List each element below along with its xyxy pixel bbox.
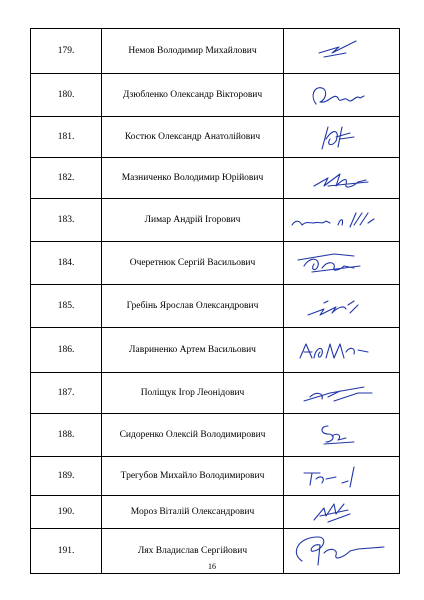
table-row [31,242,400,285]
signature-cell [284,496,400,529]
table-row [31,328,400,373]
person-name: Трегубов Михайло Володимирович [102,457,284,496]
signature-icon [284,29,399,73]
signature-cell [284,414,400,457]
row-number: 183. [31,199,102,242]
page-number: 16 [208,562,216,571]
row-number: 185. [31,285,102,328]
signature-cell [284,285,400,328]
signature-icon [284,158,399,198]
row-number: 187. [31,373,102,414]
person-name: Поліщук Ігор Леонідович [102,373,284,414]
signature-icon [284,199,399,241]
person-name: Лях Владислав Сергійович [102,529,284,574]
person-name: Мороз Віталій Олександрович [102,496,284,529]
row-number: 180. [31,74,102,117]
person-name: Мазниченко Володимир Юрійович [102,158,284,199]
signature-cell [284,242,400,285]
table-row [31,496,400,529]
table-row [31,74,400,117]
signature-table [30,28,400,574]
signature-cell [284,74,400,117]
row-number: 189. [31,457,102,496]
signature-icon [284,457,399,495]
signature-icon [284,373,399,413]
row-number: 184. [31,242,102,285]
signature-cell [284,158,400,199]
signature-icon [284,328,399,372]
signature-cell [284,199,400,242]
table-row [31,158,400,199]
signature-icon [284,74,399,116]
table-row [31,414,400,457]
row-number: 191. [31,529,102,574]
table-row [31,373,400,414]
signature-cell [284,117,400,158]
person-name: Лимар Андрій Ігорович [102,199,284,242]
row-number: 186. [31,328,102,373]
person-name: Лавриненко Артем Васильович [102,328,284,373]
table-row [31,117,400,158]
table-row [31,29,400,74]
person-name: Немов Володимир Михайлович [102,29,284,74]
row-number: 188. [31,414,102,457]
signature-cell [284,457,400,496]
person-name: Сидоренко Олексій Володимирович [102,414,284,457]
person-name: Очеретнюк Сергій Васильович [102,242,284,285]
row-number: 190. [31,496,102,529]
signature-cell [284,29,400,74]
table-row [31,285,400,328]
row-number: 179. [31,29,102,74]
signature-icon [284,242,399,284]
signature-cell [284,328,400,373]
row-number: 181. [31,117,102,158]
person-name: Гребінь Ярослав Олександрович [102,285,284,328]
signature-icon [284,117,399,157]
table-row [31,457,400,496]
signature-icon [284,496,399,528]
signature-cell [284,373,400,414]
row-number: 182. [31,158,102,199]
person-name: Дзюбленко Олександр Вікторович [102,74,284,117]
signature-icon [284,414,399,456]
table-row [31,199,400,242]
person-name: Костюк Олександр Анатолійович [102,117,284,158]
signature-icon [284,285,399,327]
